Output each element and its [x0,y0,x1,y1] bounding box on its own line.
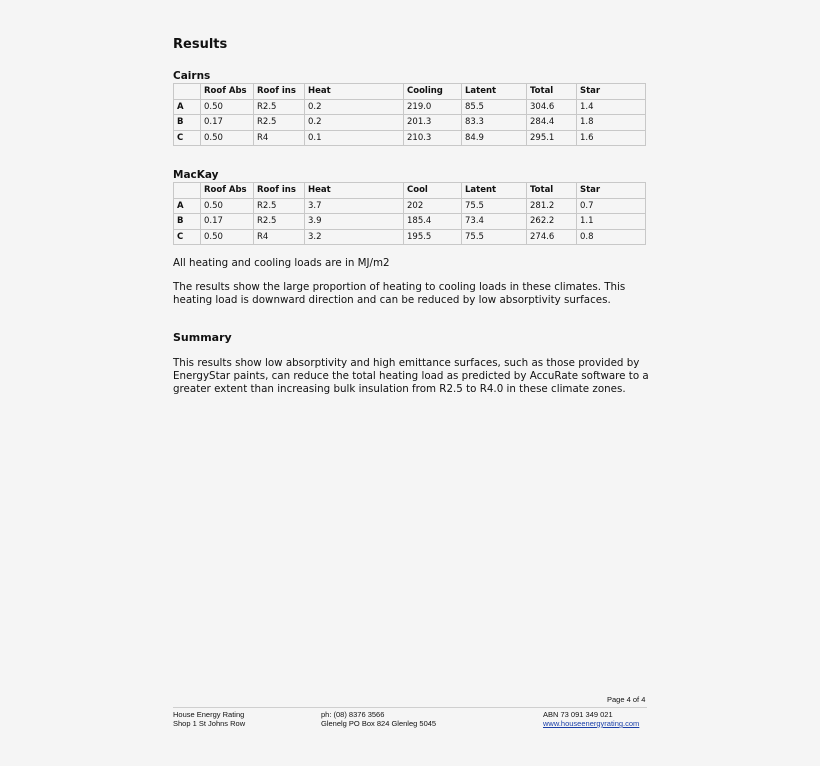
table-cell: 201.3 [404,115,462,131]
table-cell: 0.50 [201,130,254,146]
table-cell: 3.9 [305,214,404,230]
table-cell: 295.1 [527,130,577,146]
row-label: C [174,130,201,146]
cairns-section [173,70,646,146]
cairns-title: Cairns [173,70,211,82]
table-header-row [174,183,646,199]
results-paragraph: The results show the large proportion of heating to cooling loads in these climates. This heating load is downward direction and can be reduced by low absorptivity surfaces. [173,281,626,306]
column-header: Cool [404,183,462,199]
table-row [174,214,646,230]
row-label: B [174,115,201,131]
footer-phone: ph: (08) 8376 3566 [321,710,385,719]
column-header: Roof ins [254,84,305,100]
table-cell: 281.2 [527,198,577,214]
table-cell: 0.50 [201,198,254,214]
column-header: Star [577,183,646,199]
column-header: Roof ins [254,183,305,199]
row-label: A [174,99,201,115]
footer-company: House Energy Rating [173,710,245,719]
table-cell: R2.5 [254,99,305,115]
table-cell: 73.4 [462,214,527,230]
table-cell: 0.50 [201,99,254,115]
table-cell: R2.5 [254,115,305,131]
table-cell: 0.50 [201,229,254,245]
table-row [174,229,646,245]
column-header: Latent [462,183,527,199]
column-header: Cooling [404,84,462,100]
page-title: Results [173,37,228,52]
footer-abn: ABN 73 091 349 021 [543,710,613,719]
table-cell: 210.3 [404,130,462,146]
column-header: Heat [305,84,404,100]
footer-contact [321,710,436,728]
table-cell: 83.3 [462,115,527,131]
table-cell: 195.5 [404,229,462,245]
table-cell: 84.9 [462,130,527,146]
units-note: All heating and cooling loads are in MJ/m2 [173,257,390,269]
table-cell: 0.8 [577,229,646,245]
table-cell: 1.1 [577,214,646,230]
mackay-table [173,182,646,245]
table-cell: 185.4 [404,214,462,230]
table-cell: 1.4 [577,99,646,115]
table-cell: 0.17 [201,214,254,230]
table-cell: R4 [254,130,305,146]
table-cell: R2.5 [254,198,305,214]
table-cell: 202 [404,198,462,214]
column-header [174,183,201,199]
column-header: Total [527,84,577,100]
table-header-row [174,84,646,100]
table-cell: 274.6 [527,229,577,245]
row-label: B [174,214,201,230]
table-row [174,99,646,115]
column-header: Heat [305,183,404,199]
row-label: A [174,198,201,214]
column-header: Total [527,183,577,199]
table-cell: 1.6 [577,130,646,146]
table-cell: 0.2 [305,99,404,115]
row-label: C [174,229,201,245]
footer-address [173,710,245,728]
table-cell: 3.7 [305,198,404,214]
footer-business [543,710,639,728]
footer-po-box: Glenelg PO Box 824 Glenleg 5045 [321,719,437,728]
column-header: Roof Abs [201,84,254,100]
column-header [174,84,201,100]
table-row [174,198,646,214]
table-cell: 0.2 [305,115,404,131]
table-cell: 0.1 [305,130,404,146]
table-cell: 85.5 [462,99,527,115]
table-cell: R4 [254,229,305,245]
table-cell: R2.5 [254,214,305,230]
table-cell: 3.2 [305,229,404,245]
table-cell: 304.6 [527,99,577,115]
mackay-section [173,169,646,245]
table-cell: 219.0 [404,99,462,115]
page-number: Page 4 of 4 [607,695,646,704]
column-header: Star [577,84,646,100]
table-cell: 1.8 [577,115,646,131]
table-cell: 0.7 [577,198,646,214]
column-header: Roof Abs [201,183,254,199]
footer-street: Shop 1 St Johns Row [173,719,246,728]
table-cell: 0.17 [201,115,254,131]
table-cell: 284.4 [527,115,577,131]
footer-website-link[interactable]: www.houseenergyrating.com [543,719,640,728]
footer-divider [173,707,647,708]
column-header: Latent [462,84,527,100]
table-cell: 75.5 [462,229,527,245]
table-row [174,115,646,131]
table-row [174,130,646,146]
summary-title: Summary [173,331,232,344]
table-cell: 75.5 [462,198,527,214]
table-cell: 262.2 [527,214,577,230]
summary-paragraph: This results show low absorptivity and high emittance surfaces, such as those provided by EnergyStar paints, can reduce the total heating load as predicted by AccuRate software to a greater extent than increasing bulk insulation from R2.5 to R4.0 in these climate zones. [173,357,649,395]
cairns-table [173,83,646,146]
mackay-title: MacKay [173,169,219,181]
